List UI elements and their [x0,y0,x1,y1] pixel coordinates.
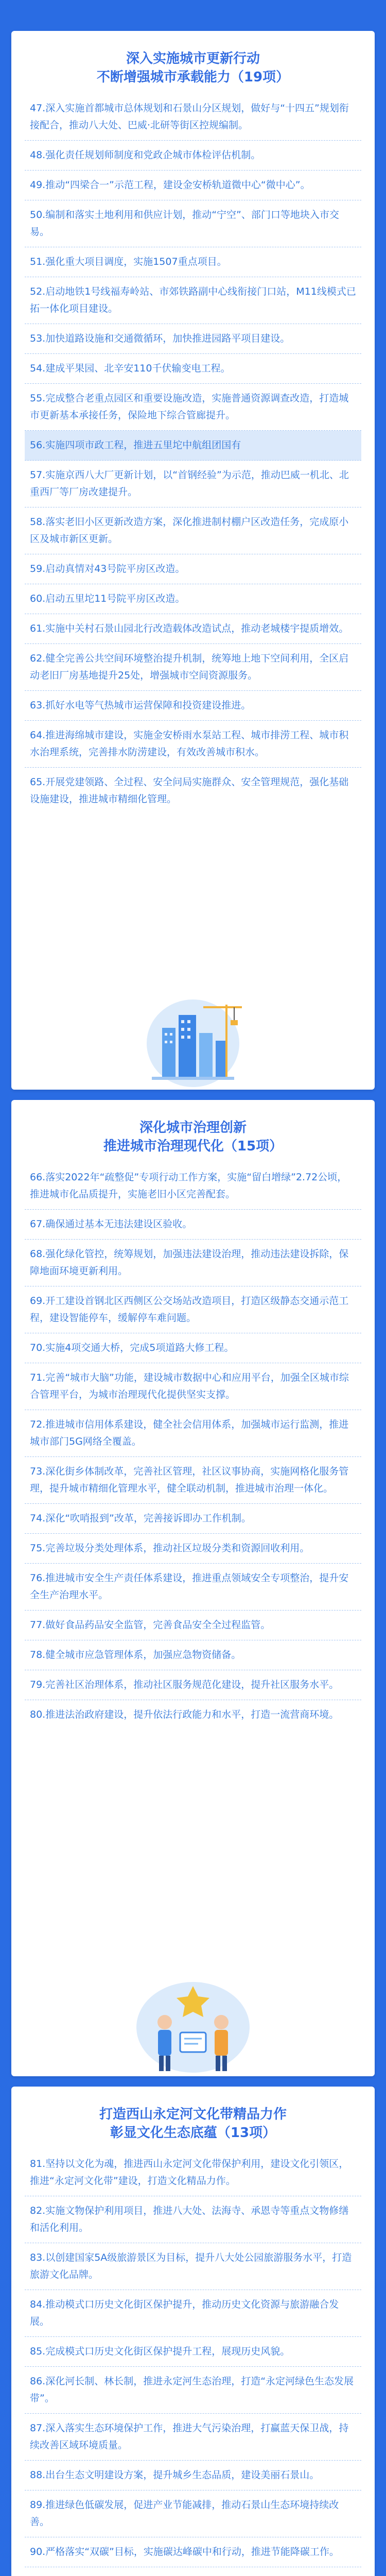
list-item: 69.开工建设首钢北区西侧区公交场站改造项目，打造区级静态交通示范工程，建设智能停车，缓解停车难问题。 [25,1286,361,1333]
list-item: 57.实施京西八大厂更新计划，以“首钢经验”为示范，推动巴威一机北、北重西厂等厂房改建提升。 [25,461,361,507]
list-item: 62.健全完善公共空间环境整治提升机制，统筹地上地下空间利用，全区启动老旧厂房基地提升25处，增强城市空间资源服务。 [25,644,361,691]
list-item: 88.出台生态文明建设方案，提升城乡生态品质，建设美丽石景山。 [25,2461,361,2490]
item-list [25,94,361,814]
list-item: 71.完善“城市大脑”功能，建设城市数据中心和应用平台，加强全区城市综合管理平台，为城市治理现代化提供坚实支撑。 [25,1363,361,1410]
list-item: 64.推进海绵城市建设，实施金安桥雨水泵站工程、城市排涝工程、城市积水治理系统，完善排水防涝建设，有效改善城市积水。 [25,721,361,768]
list-item: 81.坚持以文化为魂，推进西山永定河文化带保护利用，建设文化引领区，推进“永定河文化带”建设，打造文化精品力作。 [25,2149,361,2196]
section-title-line: 深入实施城市更新行动 [126,51,260,66]
list-item: 79.完善社区治理体系，推动社区服务规范化建设，提升社区服务水平。 [25,1670,361,1700]
list-item [25,2567,361,2576]
list-item: 67.确保通过基本无违法建设区验收。 [25,1210,361,1240]
list-item: 61.实施中关村石景山园北行改造载体改造试点，推动老城楼宇提质增效。 [25,614,361,644]
list-item: 75.完善垃圾分类处理体系，推动社区垃圾分类和资源回收利用。 [25,1534,361,1564]
city-construction-illustration [11,992,375,1090]
list-item: 54.建成平果园、北辛安110千伏输变电工程。 [25,354,361,384]
list-item: 55.完成整合老重点园区和重要设施改造，实施普通资源调查改造，打造城市更新基本承接任务，保险地下综合管廊提升。 [25,384,361,431]
list-item-highlighted: 56.实施四项市政工程，推进五里坨中航组团国有 [25,431,361,461]
list-item: 63.抓好水电等气热城市运营保障和投资建设推进。 [25,691,361,721]
section-title-line: 深化城市治理创新 [139,1120,247,1136]
list-item: 85.完成模式口历史文化街区保护提升工程，展现历史风貌。 [25,2337,361,2367]
list-item: 58.落实老旧小区更新改造方案，深化推进制村棚户区改造任务，完成原小区及城市新区更新。 [25,507,361,554]
list-item: 84.推动模式口历史文化街区保护提升，推动历史文化资源与旅游融合发展。 [25,2290,361,2337]
section-card-culture-ecology [11,2087,375,2576]
list-item: 65.开展党建领路、全过程、安全问局实施群众、安全管理规范，强化基础设施建设，推进城市精细化管理。 [30,776,349,805]
section-title [25,2105,361,2142]
list-item: 70.实施4项交通大桥，完成5项道路大修工程。 [25,1333,361,1363]
section-title [25,1118,361,1156]
section-card-urban-governance [11,1100,375,2076]
list-item: 47.深入实施首都城市总体规划和石景山分区规划，做好与“十四五”规划衔接配合，推动八大处、巴威·北研等街区控规编制。 [25,94,361,141]
section-title-line: 推进城市治理现代化（15项） [103,1139,283,1154]
list-item: 74.深化“吹哨报到”改革，完善接诉即办工作机制。 [25,1504,361,1534]
list-item: 76.推进城市安全生产责任体系建设，推进重点领域安全专项整治，提升安全生产治理水平。 [25,1564,361,1611]
list-item: 83.以创建国家5A级旅游景区为目标，提升八大处公园旅游服务水平，打造旅游文化品牌。 [25,2243,361,2290]
item-list [25,1163,361,1730]
list-item: 87.深入落实生态环境保护工作，推进大气污染治理，打赢蓝天保卫战，持续改善区域环境质量。 [25,2414,361,2461]
list-item: 48.强化责任规划师制度和党政企城市体检评估机制。 [25,141,361,171]
list-item: 66.落实2022年“疏整促”专项行动工作方案，实施“留白增绿”2.72公顷，推进城市化品质提升，实施老旧小区完善配套。 [25,1163,361,1210]
item-list [25,2149,361,2576]
list-item: 50.编制和落实土地利用和供应计划，推动“宁空”、部门口等地块入市交易。 [25,200,361,247]
list-item: 68.强化绿化管控，统筹规划，加强违法建设治理，推动违法建设拆除，保障地面环境更新利用。 [25,1240,361,1286]
list-item: 80.推进法治政府建设，提升依法行政能力和水平，打造一流营商环境。 [30,1709,339,1720]
section-title-line: 不断增强城市承载能力（19项） [96,70,290,85]
list-item: 52.启动地铁1号线福寿岭站、市郊铁路副中心线衔接门口站，M11线模式已拓一体化项目建设。 [25,277,361,324]
list-item: 73.深化街乡体制改革，完善社区管理，社区议事协商，实施网格化服务管理，提升城市精细化管理水平，健全联动机制，推进城市治理一体化。 [25,1457,361,1504]
list-item: 53.加快道路设施和交通微循环，加快推进园路平项目建设。 [25,324,361,354]
section-title [25,49,361,87]
list-item: 89.推进绿色低碳发展，促进产业节能减排，推动石景山生态环境持续改善。 [25,2490,361,2537]
list-item: 86.深化河长制、林长制，推进永定河生态治理，打造“永定河绿色生态发展带”。 [25,2367,361,2414]
list-item: 77.做好食品药品安全监管，完善食品安全全过程监管。 [25,1611,361,1640]
section-card-urban-renewal [11,31,375,1090]
list-item: 72.推进城市信用体系建设，健全社会信用体系，加强城市运行监测，推进城市部门5G网络全覆盖。 [25,1410,361,1457]
list-item: 59.启动真情对43号院平房区改造。 [25,554,361,584]
list-item: 90.严格落实“双碳”目标，实施碳达峰碳中和行动，推进节能降碳工作。 [25,2537,361,2567]
governance-illustration [11,1973,375,2076]
section-title-line: 彰显文化生态底蕴（13项） [110,2125,276,2141]
list-item: 78.健全城市应急管理体系，加强应急物资储备。 [25,1640,361,1670]
list-item: 51.强化重大项目调度，实施1507重点项目。 [25,247,361,277]
section-title-line: 打造西山永定河文化带精品力作 [99,2107,287,2122]
list-item: 82.实施文物保护利用项目，推进八大处、法海寺、承恩寺等重点文物修缮和活化利用。 [25,2196,361,2243]
list-item: 60.启动五里坨11号院平房区改造。 [25,584,361,614]
list-item: 49.推动“四梁合一”示范工程，建设金安桥轨道微中心“微中心”。 [25,171,361,200]
